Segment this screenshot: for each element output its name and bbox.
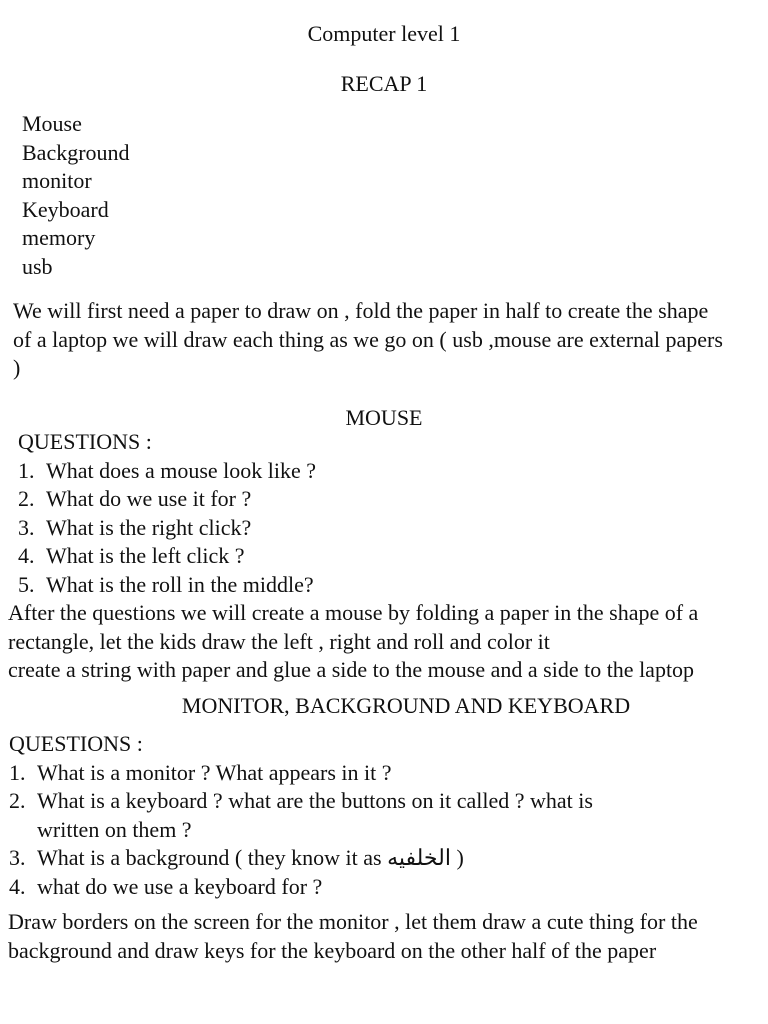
recap-item: Background xyxy=(22,139,130,165)
mouse-question-list xyxy=(18,457,316,600)
list-number: 3. xyxy=(18,514,35,540)
activity-line: create a string with paper and glue a side to the mouse and a side to the laptop xyxy=(8,657,695,682)
list-item xyxy=(9,873,657,902)
mouse-activity xyxy=(8,599,698,685)
question-text: What is the roll in the middle? xyxy=(46,571,314,597)
list-number: 4. xyxy=(18,543,35,568)
question-text: What is a monitor ? What appears in it ? xyxy=(37,759,392,785)
recap-item: Keyboard xyxy=(22,196,109,222)
list-item xyxy=(18,485,316,514)
activity-line: After the questions we will create a mouse by folding a paper in the shape of a xyxy=(8,600,699,625)
question-text: What is the right click? xyxy=(46,514,252,540)
monitor-heading: MONITOR, BACKGROUND AND KEYBOARD xyxy=(181,693,631,718)
recap-item: Mouse xyxy=(22,111,82,136)
recap-item: memory xyxy=(22,225,96,250)
questions-label: QUESTIONS : xyxy=(18,429,152,454)
list-item xyxy=(18,514,316,543)
mouse-questions xyxy=(18,428,316,599)
recap-item: monitor xyxy=(22,168,92,193)
list-item xyxy=(18,542,316,571)
list-number: 1. xyxy=(9,759,26,785)
list-number: 1. xyxy=(18,457,35,483)
arabic-term: الخلفيه xyxy=(387,845,451,870)
question-text: What is a background ( they know it as xyxy=(37,845,388,870)
question-text: what do we use a keyboard for ? xyxy=(37,873,323,899)
list-item xyxy=(18,571,316,600)
mouse-heading: MOUSE xyxy=(345,405,423,430)
list-number: 5. xyxy=(18,571,35,597)
list-item xyxy=(9,844,657,873)
list-number: 3. xyxy=(9,845,26,870)
question-text: What do we use it for ? xyxy=(46,486,252,511)
question-text-end: ) xyxy=(450,845,464,870)
list-item xyxy=(9,787,657,844)
recap-heading: RECAP 1 xyxy=(340,71,428,96)
list-number: 2. xyxy=(9,788,26,813)
list-item xyxy=(18,457,316,486)
monitor-question-list xyxy=(9,759,657,902)
question-text: What is a keyboard ? what are the buttons on it called ? what is written on them ? xyxy=(37,788,593,842)
monitor-activity: Draw borders on the screen for the monitor , let them draw a cute thing for the background and draw keys for the keyboard on the other half of the paper xyxy=(8,909,698,963)
page-title: Computer level 1 xyxy=(307,21,461,46)
list-item xyxy=(9,759,657,788)
question-text: What is the left click ? xyxy=(46,543,245,568)
activity-line: rectangle, let the kids draw the left , right and roll and color it xyxy=(8,628,550,654)
question-text: What does a mouse look like ? xyxy=(46,457,317,483)
monitor-questions xyxy=(9,730,657,901)
list-number: 4. xyxy=(9,873,26,899)
questions-label: QUESTIONS : xyxy=(9,731,143,756)
recap-item: usb xyxy=(22,253,53,279)
recap-list xyxy=(22,110,130,281)
list-number: 2. xyxy=(18,486,35,511)
intro-paragraph: We will first need a paper to draw on , fold the paper in half to create the shape of a laptop we will draw each thing as we go on ( usb ,mouse are external papers ) xyxy=(13,298,723,380)
